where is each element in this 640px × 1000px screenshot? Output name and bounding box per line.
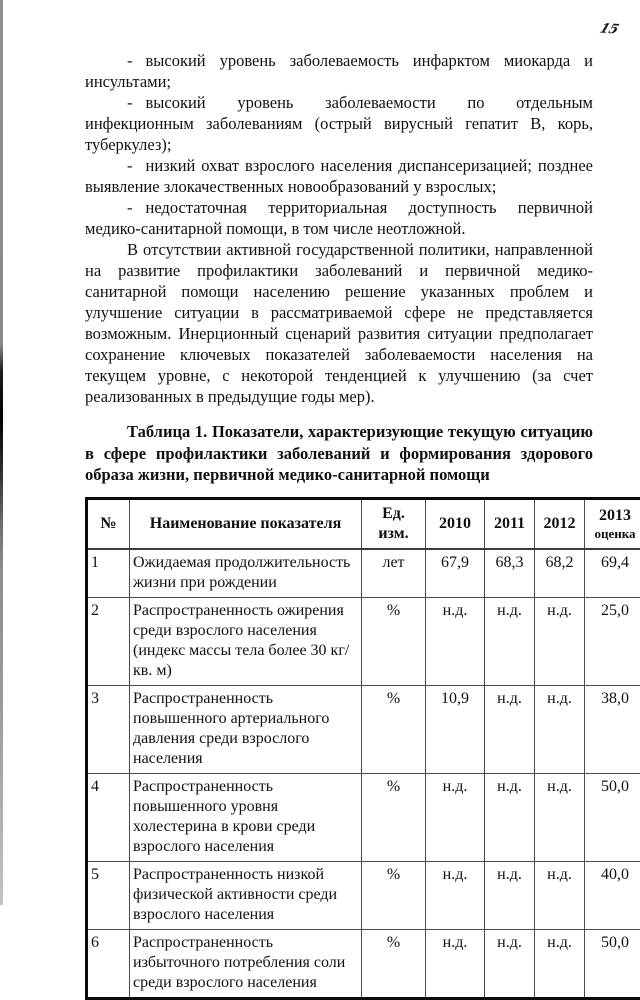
cell-2013: 25,0 [585,597,640,685]
cell-2012: н.д. [535,861,585,929]
cell-num: 2 [87,597,130,685]
cell-name: Распространенность низкой физической активности среди взрослого населения [130,861,362,929]
bullet-text: высокий уровень заболеваемость инфарктом миокарда и инсультами; [85,51,593,91]
page-number: 15 [597,22,620,38]
cell-2010: н.д. [426,929,485,998]
cell-num: 1 [87,549,130,598]
cell-2013: 40,0 [585,861,640,929]
cell-unit: % [362,773,426,861]
bullet-dash: - [127,198,133,217]
header-num: № [87,498,130,549]
cell-name: Распространенность избыточного потребления соли среди взрослого населения [130,929,362,998]
cell-unit: % [362,861,426,929]
body-paragraph: В отсутствии активной государственной политики, направленной на развитие профилактики заболеваний и первичной медико-санитарной помощи населению решение указанных проблем и улучшение ситуации в рассматриваемой сфере не представляется возможным. Инерционный сценарий развития ситуации предполагает сохранение ключевых показателей заболеваемости населения на текущем уровне, с некоторой тенденцией к улучшению (за счет реализованных в предыдущие годы мер). [85,239,593,407]
table-header-row [87,498,640,549]
cell-2010: н.д. [426,773,485,861]
cell-num: 3 [87,685,130,773]
cell-2011: 68,3 [485,549,535,598]
bullet-text: недостаточная территориальная доступность первичной медико-санитарной помощи, в том числе неотложной. [85,198,593,238]
bullet-item [85,92,593,155]
header-2011: 2011 [485,498,535,549]
cell-unit: % [362,685,426,773]
cell-2013: 38,0 [585,685,640,773]
cell-unit: % [362,597,426,685]
bullet-item [85,155,593,197]
cell-2013: 50,0 [585,929,640,998]
cell-2011: н.д. [485,929,535,998]
cell-unit: лет [362,549,426,598]
header-2013-sub: оценка [588,527,640,541]
cell-name: Распространенность повышенного уровня холестерина в крови среди взрослого населения [130,773,362,861]
header-2013 [585,498,640,549]
bullet-item [85,50,593,92]
cell-name: Распространенность повышенного артериального давления среди взрослого населения [130,685,362,773]
table-row [87,685,640,773]
cell-2011: н.д. [485,597,535,685]
bullet-text: низкий охват взрослого населения диспансеризацией; позднее выявление злокачественных новообразований у взрослых; [85,156,593,196]
bullet-dash: - [127,51,133,70]
cell-2010: 67,9 [426,549,485,598]
cell-num: 4 [87,773,130,861]
table-row [87,861,640,929]
cell-2012: н.д. [535,597,585,685]
cell-2013: 50,0 [585,773,640,861]
cell-2010: н.д. [426,597,485,685]
bullet-item [85,197,593,239]
bullet-dash: - [127,93,133,112]
header-2010: 2010 [426,498,485,549]
bullet-text: высокий уровень заболеваемости по отдельным инфекционным заболеваниям (острый вирусный гепатит В, корь, туберкулез); [85,93,593,154]
indicators-table [85,497,640,1000]
table-row [87,597,640,685]
cell-num: 5 [87,861,130,929]
cell-2010: н.д. [426,861,485,929]
table-row [87,929,640,998]
header-unit: Ед. изм. [362,498,426,549]
cell-2012: н.д. [535,773,585,861]
header-2012: 2012 [535,498,585,549]
table-row [87,549,640,598]
cell-2011: н.д. [485,861,535,929]
cell-2012: н.д. [535,929,585,998]
scan-edge-artifact [0,0,3,905]
table-title: Таблица 1. Показатели, характеризующие текущую ситуацию в сфере профилактики заболеваний и формирования здорового образа жизни, первичной медико-санитарной помощи [85,421,593,486]
cell-2011: н.д. [485,685,535,773]
cell-unit: % [362,929,426,998]
cell-name: Ожидаемая продолжительность жизни при рождении [130,549,362,598]
cell-num: 6 [87,929,130,998]
header-name: Наименование показателя [130,498,362,549]
cell-2012: 68,2 [535,549,585,598]
cell-2013: 69,4 [585,549,640,598]
bullet-dash: - [127,156,133,175]
cell-2011: н.д. [485,773,535,861]
header-2013-year: 2013 [599,507,631,524]
cell-2010: 10,9 [426,685,485,773]
page-content [85,50,593,1000]
cell-name: Распространенность ожирения среди взрослого населения (индекс массы тела более 30 кг/кв. м) [130,597,362,685]
table-row [87,773,640,861]
cell-2012: н.д. [535,685,585,773]
